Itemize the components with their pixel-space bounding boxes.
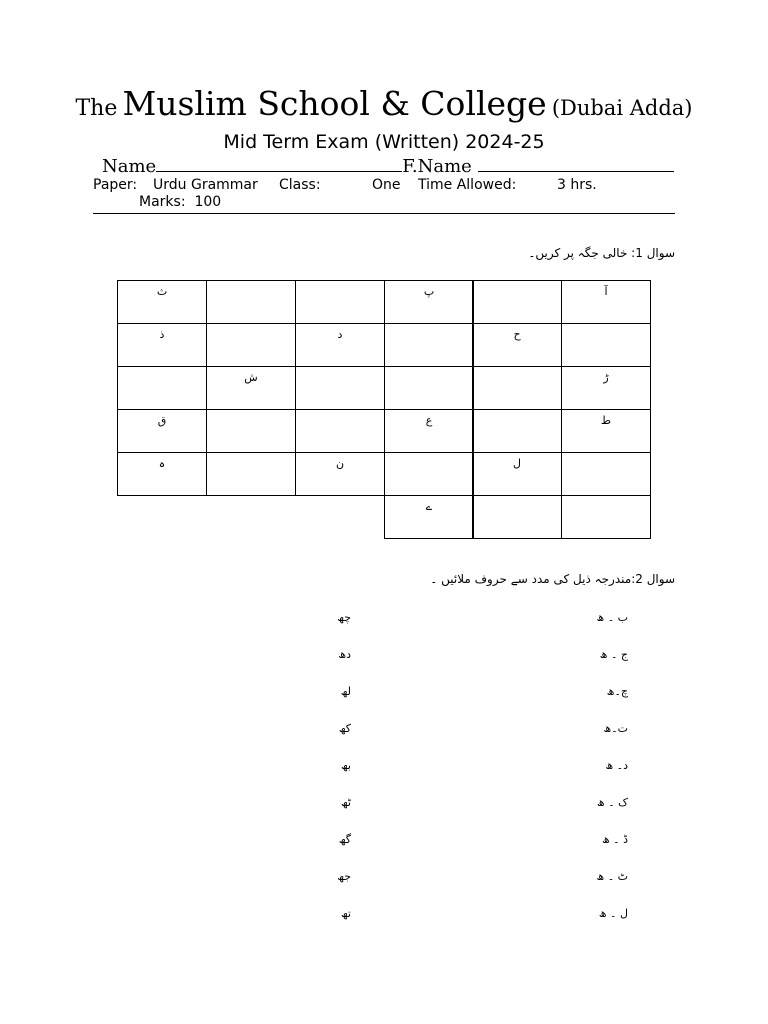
class-value: One <box>372 177 401 193</box>
table-cell: پ <box>384 280 474 324</box>
match-left-item: گھ <box>338 833 351 846</box>
table-cell[interactable] <box>117 366 207 410</box>
table-cell: ل <box>472 452 562 496</box>
table-cell[interactable] <box>384 366 474 410</box>
match-right-item: ڈ ۔ ھ <box>601 833 628 846</box>
table-cell: د <box>295 323 385 367</box>
table-cell: ق <box>117 409 207 453</box>
match-right-item: ج ۔ ھ <box>599 648 628 661</box>
table-cell: ن <box>295 452 385 496</box>
marks-value: 100 <box>194 194 222 210</box>
name-blank[interactable] <box>156 154 402 172</box>
table-cell[interactable] <box>206 452 296 496</box>
match-right-item: ت۔ھ <box>603 722 628 735</box>
table-cell[interactable] <box>472 366 562 410</box>
table-cell[interactable] <box>295 280 385 324</box>
school-title-place: (Dubai Adda) <box>551 96 693 120</box>
table-cell: ے <box>384 495 474 539</box>
table-cell[interactable] <box>295 366 385 410</box>
table-cell[interactable] <box>206 280 296 324</box>
time-value: 3 hrs. <box>557 177 597 193</box>
match-right-item: د۔ ھ <box>605 759 628 772</box>
school-title-name: Muslim School & College <box>122 84 547 123</box>
table-cell[interactable] <box>561 452 651 496</box>
table-cell: ح <box>472 323 562 367</box>
marks-line <box>139 194 221 210</box>
time-label: Time Allowed: <box>418 177 517 193</box>
match-left-item: دھ <box>338 648 351 661</box>
school-title <box>0 84 768 123</box>
table-cell[interactable] <box>472 409 562 453</box>
table-cell: ہ <box>117 452 207 496</box>
name-line <box>102 154 674 177</box>
match-left-item: لھ <box>340 685 351 698</box>
match-right-item: ٹ ۔ ھ <box>596 870 628 883</box>
table-cell[interactable] <box>472 495 562 539</box>
paper-value: Urdu Grammar <box>153 177 258 193</box>
match-right-item: ک ۔ ھ <box>597 796 628 809</box>
table-cell: ع <box>384 409 474 453</box>
table-cell[interactable] <box>472 280 562 324</box>
table-cell[interactable] <box>561 323 651 367</box>
table-cell[interactable] <box>384 323 474 367</box>
match-right-item: ل ۔ ھ <box>598 907 628 920</box>
match-left-item: جھ <box>337 870 351 883</box>
match-right-item: ب ۔ ھ <box>596 611 628 624</box>
marks-label: Marks: <box>139 194 186 210</box>
table-cell: آ <box>561 280 651 324</box>
match-left-item: چھ <box>337 611 351 624</box>
table-cell: ش <box>206 366 296 410</box>
table-cell: ذ <box>117 323 207 367</box>
table-cell[interactable] <box>206 409 296 453</box>
match-left-item: ٹھ <box>340 796 351 809</box>
match-right-item: چ۔ھ <box>606 685 628 698</box>
fname-blank[interactable] <box>478 154 674 172</box>
table-cell[interactable] <box>561 495 651 539</box>
question-2-heading: سوال 2:مندرجہ ذیل کی مدد سے حروف ملائیں ۔ <box>430 572 675 586</box>
table-cell: ط <box>561 409 651 453</box>
table-cell: ث <box>117 280 207 324</box>
table-cell: ڑ <box>561 366 651 410</box>
table-cell[interactable] <box>295 409 385 453</box>
name-label: Name <box>102 156 157 177</box>
question-1-heading: سوال 1: خالی جگہ پر کریں۔ <box>528 246 675 260</box>
school-title-the: The <box>75 96 118 121</box>
table-cell[interactable] <box>384 452 474 496</box>
table-cell[interactable] <box>206 323 296 367</box>
header-divider <box>93 213 675 214</box>
match-left-item: تھ <box>340 907 351 920</box>
paper-label: Paper: <box>93 177 138 193</box>
class-label: Class: <box>279 177 321 193</box>
match-left-item: بھ <box>340 759 351 772</box>
exam-title: Mid Term Exam (Written) 2024-25 <box>223 131 545 153</box>
fname-label: F.Name <box>402 156 472 177</box>
match-left-item: کھ <box>338 722 351 735</box>
